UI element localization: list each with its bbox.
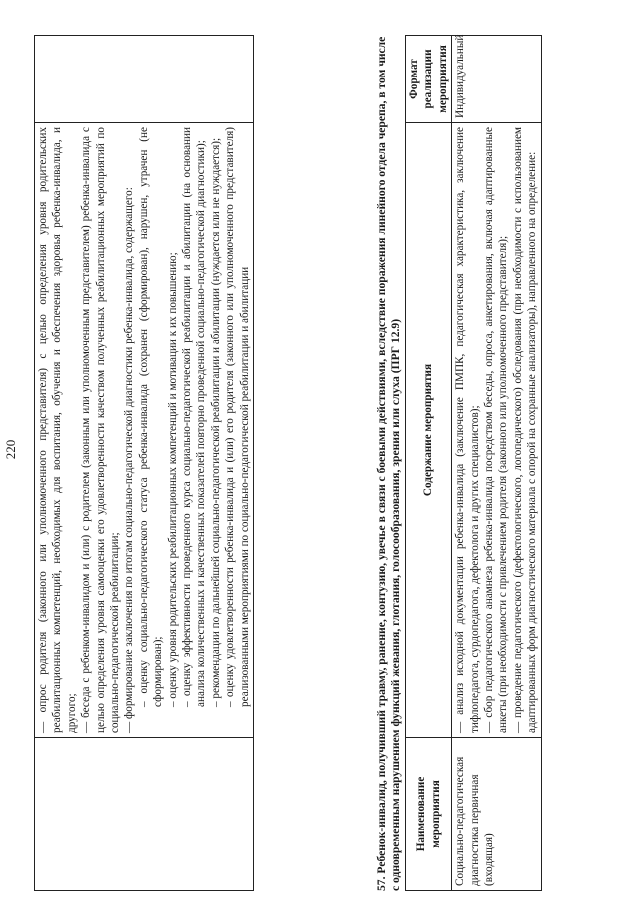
list-item: — опрос родителя (законного или уполномоченного представителя) с целью определения уровня родительских реабилитационных компетенций, необходимых для воспитания, обучения и обеспечения здоровья ребенка-инвалида, и другого; (37, 127, 78, 733)
sub-list-item: – оценку удовлетворенности ребенка-инвалида и (или) его родителя (законного или уполномоченного представителя) реализованными мероприятиями по социально-педагогической реабилитации и абилитации (224, 127, 251, 707)
section-title: 57. Ребенок-инвалид, получивший травму, ранение, контузию, увечье в связи с боевыми действиями, вследствие поражения линейного отдела черепа, в том числе с одновременным нарушением функций жевания, глотания, голосообразования, зрения или слуха (ПРГ 12.9) (375, 36, 402, 891)
measure-content (452, 123, 541, 738)
list-item: — анализ исходной документации ребенка-инвалида (заключение ПМПК, педагогическая характеристика, заключение тифлопедагога, сурдопедагога, дефектолога и других специалистов); (454, 127, 481, 733)
page-number: 220 (3, 439, 18, 460)
section-57-table (405, 35, 542, 891)
list-item: — сбор педагогического анамнеза ребенка-инвалида посредством беседы, опроса, анкетирования, включая адаптированные анкеты (при необходимости с привлечением родителя (законного или уполномоченного представителя); (483, 127, 510, 733)
table-row (35, 36, 254, 891)
sub-list-item: – рекомендации по дальнейшей социально-педагогической реабилитации и абилитации (нуждается или не нуждается); (209, 137, 222, 707)
sub-list-item: – оценку уровня родительских реабилитационных компетенций и мотивации к их повышению; (166, 252, 179, 707)
list-item: — проведение педагогического (дефектологического, логопедического) обследования (при необходимости с использованием адаптированных форм диагностического материала с опорой на сохранные анализаторы), направленного на определение: (511, 127, 539, 733)
continued-table (34, 35, 254, 891)
list-item: — формирование заключения по итогам социально-педагогической диагностики ребенка-инвалида, содержащего: (123, 187, 136, 733)
header-name: Наименование мероприятия (406, 738, 452, 891)
list-item: — беседа с ребенком-инвалидом и (или) с родителем (законным или уполномоченным представителем) ребенка-инвалида с целью определения уровня самооценки его удовлетворенности качеством полученных реабилитационных мероприятий по социально-педагогической реабилитации; (80, 127, 122, 733)
measure-format: Индивидуальный (452, 36, 541, 123)
sub-list-item: – оценку эффективности проведенного курса социально-педагогической реабилитации и абилитации (на основании анализа количественных и качественных показателей повторно проведенной социально-педагогической диагностики); (181, 127, 208, 707)
table-row (452, 36, 541, 891)
format-cell-empty (35, 36, 254, 123)
header-content: Содержание мероприятия (406, 123, 452, 738)
header-format: Формат реализации мероприятия (406, 36, 452, 123)
table-header-row (406, 36, 452, 891)
name-cell-empty (35, 738, 254, 891)
measure-name: Социально-педагогическая диагностика первичная (входящая) (452, 738, 541, 891)
content-cell (35, 123, 254, 738)
sub-list-item: – оценку социально-педагогического статуса ребенка-инвалида (сохранен (сформирован), нарушен, утрачен (не сформирован); (137, 127, 165, 707)
